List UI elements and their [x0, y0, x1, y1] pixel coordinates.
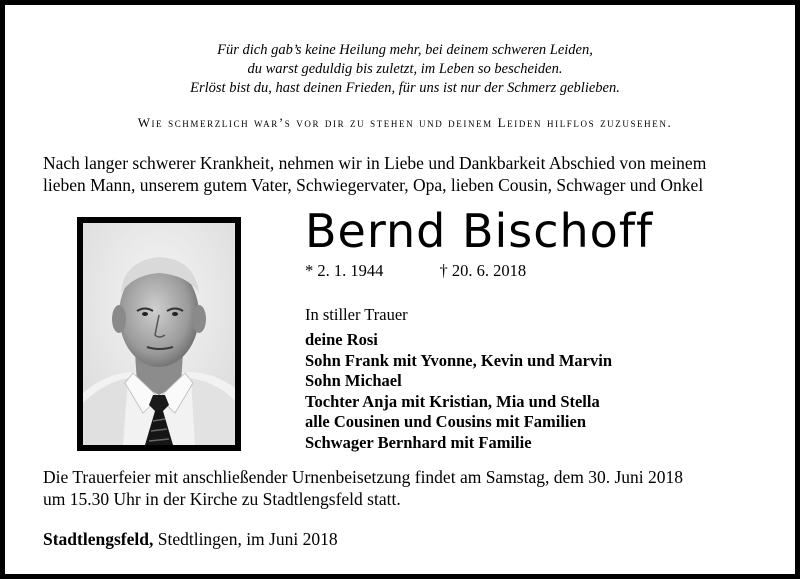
poem	[5, 41, 800, 98]
place-rest: Stedtlingen, im Juni 2018	[153, 529, 338, 549]
funeral-info	[43, 466, 683, 510]
mourner-entry: Tochter Anja mit Kristian, Mia und Stella	[305, 391, 600, 411]
mourning-heading: In stiller Trauer	[305, 305, 408, 324]
mourner-entry: alle Cousinen und Cousins mit Familien	[305, 412, 587, 431]
funeral-line: um 15.30 Uhr in der Kirche zu Stadtlengsfeld statt.	[43, 489, 401, 509]
intro-line: lieben Mann, unserem gutem Vater, Schwiegervater, Opa, lieben Cousin, Schwager und Onkel	[43, 175, 704, 195]
quote-line: Wie schmerzlich war’s vor dir zu stehen und deinem Leiden hilflos zuzusehen.	[137, 115, 673, 130]
life-dates	[305, 261, 526, 281]
mourner-entry: Schwager Bernhard mit Familie	[305, 432, 532, 452]
deceased-name: Bernd Bischoff	[305, 204, 654, 258]
place-and-date	[43, 529, 338, 550]
poem-line: du warst geduldig bis zuletzt, im Leben so bescheiden.	[247, 61, 563, 77]
funeral-line: Die Trauerfeier mit anschließender Urnenbeisetzung findet am Samstag, dem 30. Juni 2018	[43, 467, 684, 487]
mourner-entry: deine Rosi	[305, 330, 378, 349]
place-town: Stadtlengsfeld,	[43, 529, 154, 549]
mourner-entry: Sohn Frank mit Yvonne, Kevin und Marvin	[305, 350, 612, 370]
birth-date: * 2. 1. 1944	[305, 261, 384, 280]
portrait-photo	[77, 217, 241, 451]
intro-line: Nach langer schwerer Krankheit, nehmen wir in Liebe und Dankbarkeit Abschied von meinem	[43, 153, 707, 173]
mourner-entry: Sohn Michael	[305, 371, 402, 390]
portrait-image	[83, 223, 235, 445]
poem-line: Für dich gab’s keine Heilung mehr, bei deinem schweren Leiden,	[217, 42, 593, 58]
intro-text	[43, 152, 773, 196]
death-date: † 20. 6. 2018	[439, 261, 527, 280]
poem-line: Erlöst bist du, hast deinen Frieden, für uns ist nur der Schmerz geblieben.	[190, 80, 620, 96]
mourners-list	[305, 330, 612, 453]
